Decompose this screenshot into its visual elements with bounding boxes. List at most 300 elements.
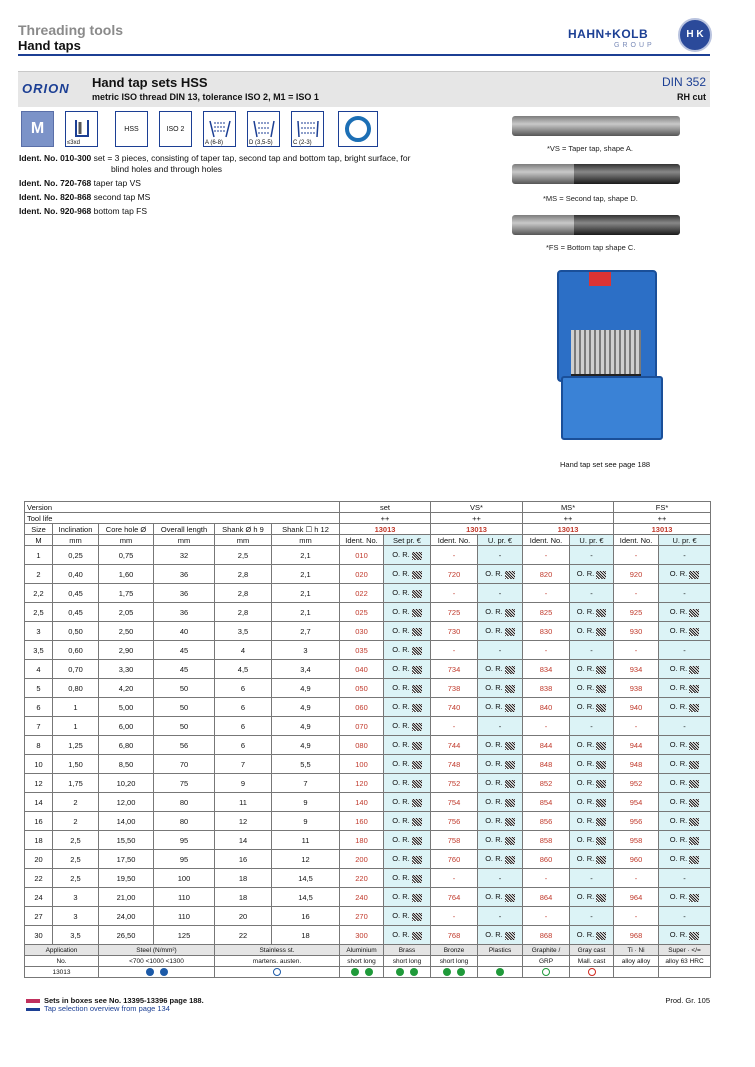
price-text: O. R. [485,569,503,579]
table-row [25,565,711,584]
cell-size: 4 [25,660,53,679]
cell-shd: 2,8 [215,565,272,584]
price-set [384,698,431,717]
app-sub-cell [570,956,614,967]
price-text: O. R. [669,607,688,617]
ident-vs-text: taper tap VS [93,178,141,188]
ident-fs: 952 [614,774,659,793]
price-code-icon [596,818,606,826]
ident-ms: - [523,869,570,888]
shape-d-icon [247,111,280,147]
price-ms [570,831,614,850]
app-sub-cell [384,956,431,967]
table-row [25,793,711,812]
price-fs [659,736,711,755]
cell-len: 36 [154,565,215,584]
ident-set: 270 [340,907,384,926]
price-code-icon [505,704,515,712]
price-vs [478,888,523,907]
price-ms [570,774,614,793]
cell-core: 6,00 [99,717,154,736]
price-text: O. R. [669,626,688,636]
price-set [384,869,431,888]
price-set [384,546,431,565]
price-code-icon [412,913,422,921]
cell-len: 50 [154,717,215,736]
price-ms [570,926,614,945]
app-sub-label: 63 HRC [680,957,704,965]
cell-size: 12 [25,774,53,793]
app-sub-label: short [439,957,455,965]
price-vs [478,736,523,755]
ident-fs: 940 [614,698,659,717]
price-vs: - [478,907,523,926]
price-set [384,660,431,679]
price-code-icon [412,571,422,579]
ident-set [19,153,410,175]
table-row [25,869,711,888]
product-group: Prod. Gr. 105 [665,996,710,1005]
ident-fs: 954 [614,793,659,812]
price-set [384,622,431,641]
cell-shd: 18 [215,869,272,888]
sub-ident-vs: Ident. No. [431,535,478,546]
cell-shd: 14 [215,831,272,850]
price-set [384,850,431,869]
ident-vs: 730 [431,622,478,641]
ident-set: 200 [340,850,384,869]
app-sub-label: short [347,957,362,965]
price-fs [659,698,711,717]
ident-ms-text: second tap MS [93,192,151,202]
iso2-icon-text: ISO 2 [166,125,185,133]
sub-price-vs: U. pr. € [478,535,523,546]
ident-set: 060 [340,698,384,717]
cell-shq: 2,1 [272,603,340,622]
cell-shd: 4 [215,641,272,660]
table-row [25,679,711,698]
cell-incl: 1 [53,698,99,717]
app-dot-cell [384,967,431,978]
price-text: O. R. [392,911,410,921]
table-row [25,603,711,622]
price-code-icon [412,590,422,598]
cell-shq: 11 [272,831,340,850]
price-code-icon [412,837,422,845]
price-code-icon [505,685,515,693]
app-dot-cell [523,967,570,978]
price-text: O. R. [576,816,595,826]
price-code-icon [412,628,422,636]
cell-shq: 14,5 [272,869,340,888]
app-group-plastics: Plastics [478,945,523,956]
price-ms [570,679,614,698]
price-text: O. R. [576,683,595,693]
app-sub-label: alloy [621,957,636,965]
price-text: O. R. [669,740,688,750]
price-text: O. R. [392,835,410,845]
price-code-icon [689,818,699,826]
ident-ms: 830 [523,622,570,641]
unit-inclination: mm [53,535,99,546]
cell-core: 17,50 [99,850,154,869]
price-code-icon [505,609,515,617]
cell-incl: 3 [53,907,99,926]
price-set [384,888,431,907]
price-text: O. R. [392,759,410,769]
price-code-icon [689,609,699,617]
price-code-icon [596,628,606,636]
table-row [25,584,711,603]
price-vs: - [478,869,523,888]
cell-shd: 6 [215,698,272,717]
ident-set: 020 [340,565,384,584]
price-text: O. R. [485,683,503,693]
cell-len: 45 [154,660,215,679]
cell-incl: 0,45 [53,584,99,603]
table-row [25,622,711,641]
price-code-icon [596,742,606,750]
ident-vs: 748 [431,755,478,774]
price-code-icon [689,685,699,693]
cell-size: 2 [25,565,53,584]
thread-a-icon [208,119,232,139]
price-text: O. R. [485,664,503,674]
metric-icon-text: M [30,120,45,137]
price-vs: - [478,584,523,603]
price-code-icon [596,932,606,940]
price-text: O. R. [392,702,410,712]
ident-ms: 838 [523,679,570,698]
version-row [25,502,711,513]
footer-note2-text[interactable]: Tap selection overview from page 134 [44,1004,170,1013]
cell-size: 3 [25,622,53,641]
price-code-icon [689,571,699,579]
price-fs [659,812,711,831]
ident-ms: 854 [523,793,570,812]
price-fs [659,831,711,850]
tool-life-set: ++ [340,513,431,524]
price-ms [570,660,614,679]
price-vs [478,812,523,831]
price-code-icon [689,761,699,769]
ident-fs: 956 [614,812,659,831]
ident-vs: - [431,546,478,565]
price-vs [478,565,523,584]
col-inclination: Inclination [53,524,99,535]
app-group-gray-cast: Gray cast [570,945,614,956]
cut-label: RH cut [677,92,706,102]
hss-icon [115,111,148,147]
price-code-icon [596,609,606,617]
ident-ms-range: Ident. No. 820-868 [19,192,92,202]
price-fs: - [659,869,711,888]
cell-incl: 0,70 [53,660,99,679]
price-code-icon [505,894,515,902]
thread-d-icon [252,119,276,139]
ident-set: 160 [340,812,384,831]
tap-data-table [24,501,711,978]
price-ms [570,793,614,812]
brand-logo-icon: H K [678,18,712,52]
ident-ms: 844 [523,736,570,755]
ident-ms: 858 [523,831,570,850]
price-vs [478,679,523,698]
ident-set: 140 [340,793,384,812]
ident-vs [19,178,141,189]
suitable-ring-icon [588,968,596,976]
price-ms [570,698,614,717]
app-sub-cell [659,956,711,967]
ident-fs: 958 [614,831,659,850]
price-vs: - [478,717,523,736]
price-code-icon [505,780,515,788]
arrow-right-icon [26,999,40,1003]
number-vs: 13013 [431,524,523,535]
cell-core: 24,00 [99,907,154,926]
cell-len: 36 [154,603,215,622]
price-code-icon [505,742,515,750]
price-code-icon [412,647,422,655]
ident-set: 100 [340,755,384,774]
ident-fs: - [614,641,659,660]
cell-shq: 4,9 [272,679,340,698]
vs-caption: *VS = Taper tap, shape A. [547,144,633,153]
cell-core: 2,05 [99,603,154,622]
price-code-icon [412,818,422,826]
recommended-dot-icon [146,968,154,976]
number-ms: 13013 [523,524,614,535]
price-text: O. R. [485,740,503,750]
price-code-icon [412,742,422,750]
cell-incl: 1,25 [53,736,99,755]
ident-set: 240 [340,888,384,907]
fs-caption: *FS = Bottom tap shape C. [546,243,636,252]
cell-incl: 0,50 [53,622,99,641]
price-code-icon [596,761,606,769]
table-row [25,660,711,679]
price-fs: - [659,584,711,603]
table-row [25,546,711,565]
cell-shd: 2,5 [215,546,272,565]
ident-ms: - [523,546,570,565]
cell-shd: 3,5 [215,622,272,641]
cell-incl: 1 [53,717,99,736]
price-fs [659,888,711,907]
price-code-icon [689,666,699,674]
price-ms: - [570,546,614,565]
price-code-icon [412,875,422,883]
cell-incl: 2 [53,812,99,831]
price-text: O. R. [485,930,503,940]
price-vs [478,622,523,641]
cell-len: 50 [154,679,215,698]
units-row [25,535,711,546]
shape-c-icon [291,111,324,147]
app-sub-label: <1000 [145,957,164,965]
price-ms: - [570,907,614,926]
ident-fs: 920 [614,565,659,584]
footer-note1-text[interactable]: Sets in boxes see No. 13395-13396 page 188. [44,996,204,1005]
tool-life-row [25,513,711,524]
price-vs [478,755,523,774]
price-text: O. R. [485,626,503,636]
cell-core: 0,75 [99,546,154,565]
price-fs [659,755,711,774]
ident-vs: 734 [431,660,478,679]
ident-set: 120 [340,774,384,793]
case-base [561,376,663,440]
price-text: O. R. [392,930,410,940]
col-shank-square: Shank ☐ h 12 [272,524,340,535]
app-group-super: Super [668,946,686,954]
price-text: O. R. [669,835,688,845]
ident-vs: - [431,869,478,888]
ident-fs: 925 [614,603,659,622]
cell-shq: 7 [272,774,340,793]
cell-incl: 3 [53,888,99,907]
price-code-icon [505,628,515,636]
price-vs [478,774,523,793]
cell-size: 14 [25,793,53,812]
ident-ms: 848 [523,755,570,774]
cell-core: 3,30 [99,660,154,679]
cell-len: 110 [154,888,215,907]
price-ms: - [570,641,614,660]
price-code-icon [689,932,699,940]
cell-len: 50 [154,698,215,717]
price-code-icon [505,571,515,579]
price-text: O. R. [485,778,503,788]
app-sub-label: short [392,957,408,965]
cell-core: 19,50 [99,869,154,888]
price-text: O. R. [392,664,410,674]
price-text: O. R. [392,816,410,826]
price-code-icon [412,666,422,674]
cell-core: 1,75 [99,584,154,603]
ident-set-range: Ident. No. 010-300 [19,153,92,163]
cell-len: 45 [154,641,215,660]
price-text: O. R. [669,683,688,693]
cell-incl: 0,40 [53,565,99,584]
price-vs [478,926,523,945]
cell-shd: 12 [215,812,272,831]
price-text: O. R. [392,740,410,750]
price-set [384,812,431,831]
price-code-icon [505,799,515,807]
case-taps [571,330,641,382]
price-fs: - [659,641,711,660]
table-row [25,698,711,717]
bottom-tap-shank [574,215,680,235]
cell-shq: 4,9 [272,698,340,717]
price-code-icon [412,704,422,712]
ident-fs: - [614,584,659,603]
price-ms [570,603,614,622]
col-size: Size [25,524,53,535]
ident-vs: 744 [431,736,478,755]
cell-shd: 16 [215,850,272,869]
cell-size: 6 [25,698,53,717]
ident-set-text: set = 3 pieces, consisting of taper tap, second tap and bottom tap, bright surface, for [93,153,411,163]
app-dot-cell [478,967,523,978]
ident-ms: - [523,907,570,926]
cell-shq: 2,1 [272,584,340,603]
cell-shq: 18 [272,926,340,945]
price-code-icon [505,666,515,674]
cell-len: 110 [154,907,215,926]
price-code-icon [596,780,606,788]
cell-core: 26,50 [99,926,154,945]
sub-ident-set: Ident. No. [340,535,384,546]
iso2-icon [159,111,192,147]
ident-vs: - [431,641,478,660]
price-set [384,907,431,926]
price-text: O. R. [576,778,595,788]
cell-shd: 7 [215,755,272,774]
group-set: set [340,502,431,513]
app-sub-label: <700 [129,957,144,965]
sub-ident-fs: Ident. No. [614,535,659,546]
cell-len: 36 [154,584,215,603]
ident-set: 080 [340,736,384,755]
price-code-icon [412,723,422,731]
price-code-icon [689,837,699,845]
price-ms [570,565,614,584]
price-set [384,926,431,945]
price-vs: - [478,546,523,565]
price-vs [478,831,523,850]
col-overall-length: Overall length [154,524,215,535]
col-core-hole: Core hole Ø [99,524,154,535]
ident-vs: 760 [431,850,478,869]
product-band [18,71,710,107]
ident-vs: 758 [431,831,478,850]
recommended-dot-icon [443,968,451,976]
cell-size: 5 [25,679,53,698]
app-group-brass: Brass [384,945,431,956]
suitable-ring-icon [273,968,281,976]
app-group-bronze: Bronze [431,945,478,956]
cell-len: 40 [154,622,215,641]
cell-core: 15,50 [99,831,154,850]
price-vs: - [478,641,523,660]
shape-c-label: C (2-3) [293,140,312,146]
price-code-icon [505,856,515,864]
cell-shq: 16 [272,907,340,926]
price-text: O. R. [669,759,688,769]
ident-set: 022 [340,584,384,603]
depth-icon [65,111,98,147]
group-vs: VS* [431,502,523,513]
app-dot-cell [570,967,614,978]
ident-fs: - [614,907,659,926]
cell-size: 8 [25,736,53,755]
cell-shd: 2,8 [215,603,272,622]
table-row [25,641,711,660]
price-text: O. R. [392,645,410,655]
recommended-dot-icon [496,968,504,976]
tap-set-case-image [557,270,663,452]
ident-set: 180 [340,831,384,850]
taper-tap-image [512,116,680,136]
table-row [25,812,711,831]
table-row [25,736,711,755]
brand-group: GROUP [614,42,655,49]
ident-vs: 768 [431,926,478,945]
application-header-row [25,945,711,956]
price-code-icon [596,894,606,902]
